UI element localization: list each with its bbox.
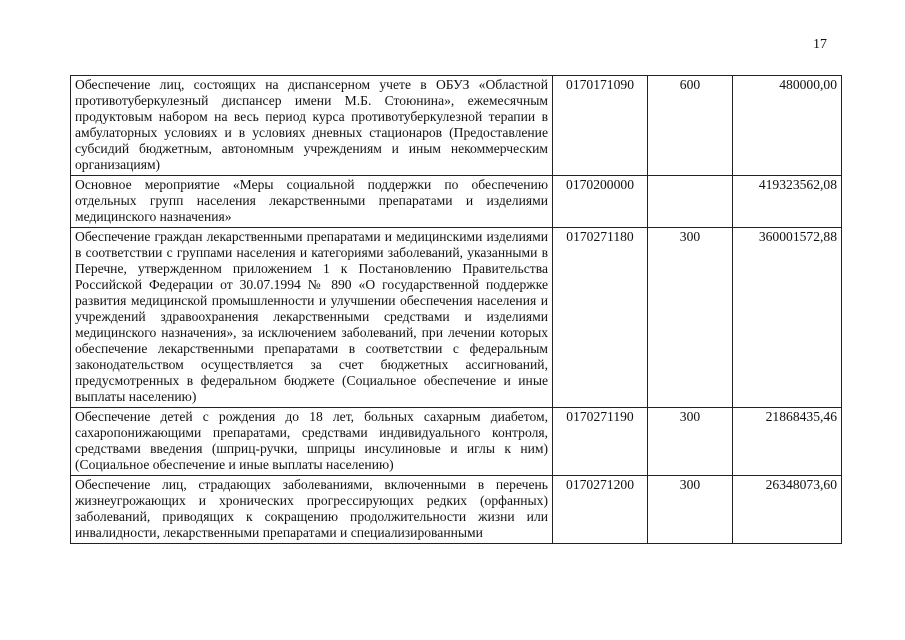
row-expense-type: 300 [648, 228, 733, 408]
table-row [71, 476, 842, 544]
row-target-code: 0170200000 [553, 176, 648, 228]
table-row [71, 176, 842, 228]
row-target-code: 0170271180 [553, 228, 648, 408]
page-number: 17 [813, 37, 827, 52]
row-description: Обеспечение граждан лекарственными препаратами и медицинскими изделиями в соответствии с группами населения и категориями заболеваний, указанными в Перечне, утвержденном приложением 1 к Постановлению Правительства Российской Федерации от 30.07.1994 № 890 «О государственной поддержке развития медицинской промышленности и улучшении обеспечения населения и учреждений здравоохранения лекарственными средствами и изделиями медицинского назначения», за исключением заболеваний, при лечении которых обеспечение лекарственными препаратами в соответствии с федеральным законодательством осуществляется за счет бюджетных ассигнований, предусмотренных в федеральном бюджете (Социальное обеспечение и иные выплаты населению) [71, 228, 553, 408]
table-row [71, 76, 842, 176]
row-expense-type [648, 176, 733, 228]
row-description: Обеспечение лиц, состоящих на диспансерном учете в ОБУЗ «Областной противотуберкулезный диспансер имени М.Б. Стоюнина», ежемесячным продуктовым набором на весь период курса противотуберкулезной терапии в амбулаторных условиях и в условиях дневных стационаров (Предоставление субсидий бюджетным, автономным учреждениям и иным некоммерческим организациям) [71, 76, 553, 176]
row-expense-type: 600 [648, 76, 733, 176]
row-target-code: 0170271190 [553, 408, 648, 476]
row-target-code: 0170171090 [553, 76, 648, 176]
row-amount: 21868435,46 [733, 408, 842, 476]
row-description: Обеспечение детей с рождения до 18 лет, больных сахарным диабетом, сахаропонижающими препаратами, средствами индивидуального контроля, средствами введения (шприц-ручки, шприцы инсулиновые и иглы к ним) (Социальное обеспечение и иные выплаты населению) [71, 408, 553, 476]
row-amount: 360001572,88 [733, 228, 842, 408]
row-amount: 419323562,08 [733, 176, 842, 228]
row-amount: 26348073,60 [733, 476, 842, 544]
row-amount: 480000,00 [733, 76, 842, 176]
row-target-code: 0170271200 [553, 476, 648, 544]
table-row [71, 408, 842, 476]
row-description: Основное мероприятие «Меры социальной поддержки по обеспечению отдельных групп населения лекарственными препаратами и изделиями медицинского назначения» [71, 176, 553, 228]
row-expense-type: 300 [648, 476, 733, 544]
budget-table [70, 75, 842, 544]
row-description: Обеспечение лиц, страдающих заболеваниями, включенными в перечень жизнеугрожающих и хронических прогрессирующих редких (орфанных) заболеваний, приводящих к сокращению продолжительности жизни или инвалидности, лекарственными препаратами и специализированными [71, 476, 553, 544]
table-row [71, 228, 842, 408]
row-expense-type: 300 [648, 408, 733, 476]
